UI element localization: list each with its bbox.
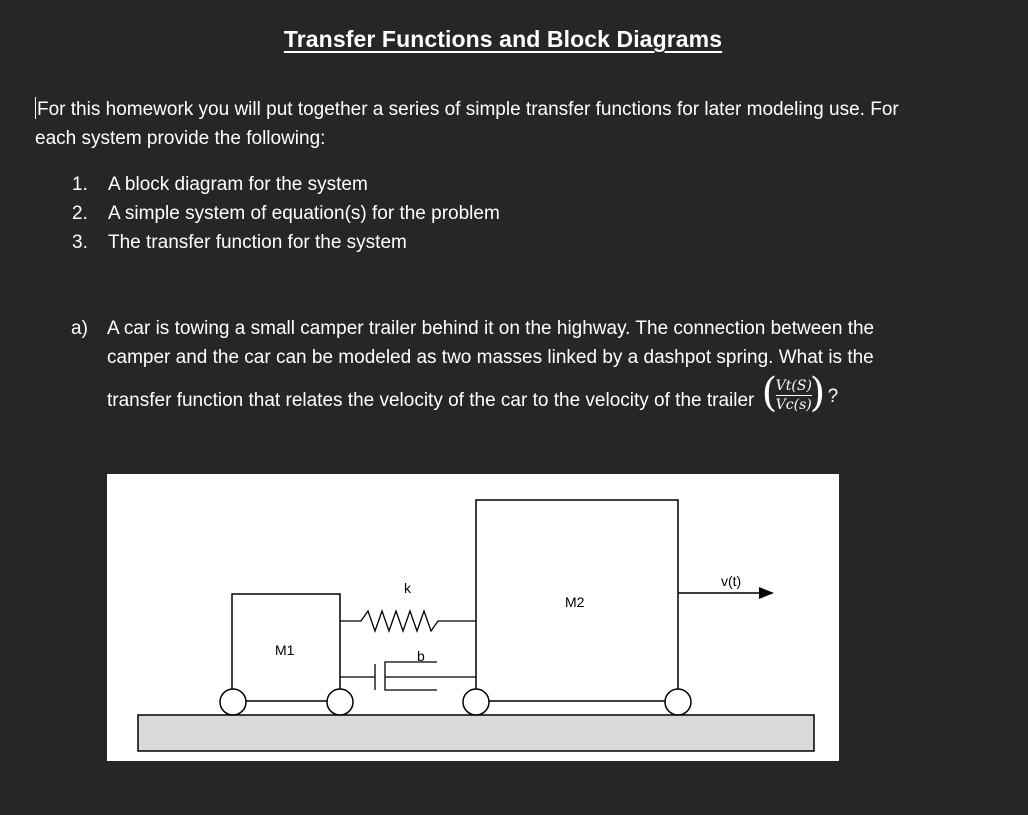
intro-line-2: each system provide the following: [35,128,326,149]
intro-paragraph [35,95,980,153]
ground-block [138,715,814,751]
velocity-label: v(t) [721,573,742,589]
list-item: 1. A block diagram for the system [72,174,368,195]
mass-1-label: M1 [275,642,295,658]
right-paren: ) [809,370,826,416]
problem-marker: a) [71,318,88,339]
intro-line-1: For this homework you will put together a series of simple transfer functions for later modeling use. For [37,99,899,120]
transfer-function-fraction [761,370,826,419]
list-item: 2. A simple system of equation(s) for the problem [72,203,500,224]
list-item: 3. The transfer function for the system [72,232,407,253]
spring-k [340,611,476,631]
page-title: Transfer Functions and Block Diagrams [283,26,723,52]
problem-line-2: camper and the car can be modeled as two masses linked by a dashpot spring. What is the [107,347,874,368]
mass-spring-damper-diagram [107,474,839,761]
spring-label: k [404,580,411,596]
fraction-numerator: Vt(S) [775,378,812,394]
mass-2-label: M2 [565,594,585,610]
mass-2-wheel-right [665,689,691,715]
requirements-list [72,170,500,257]
damper-label: b [417,648,425,664]
mass-1-wheel-right [327,689,353,715]
diagram-svg [107,474,839,761]
damper-cylinder [385,662,437,690]
fraction-denominator: Vc(s) [775,397,812,413]
problem-line-3: transfer function that relates the velocity of the car to the velocity of the trailer ( $\frac{Vt(S)}{Vc(s)}$ ) ? [107,379,967,415]
problem-text [107,314,967,415]
mass-1-wheel-left [220,689,246,715]
problem-line-1: A car is towing a small camper trailer behind it on the highway. The connection between the [107,318,875,339]
left-paren: ( [761,370,778,416]
question-mark: ? [827,386,839,407]
velocity-arrow-head [759,587,774,599]
mass-2-wheel-left [463,689,489,715]
text-cursor [35,97,36,119]
